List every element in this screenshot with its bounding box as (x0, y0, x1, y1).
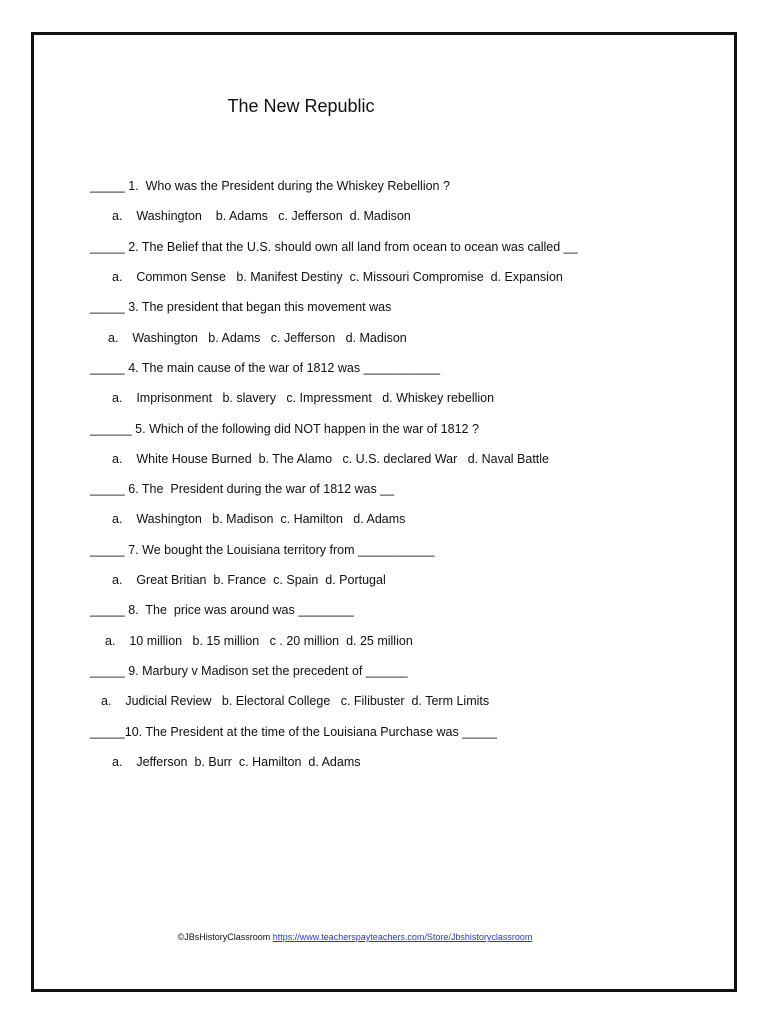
answers-3: a. Washington b. Adams c. Jefferson d. Madison (108, 331, 407, 345)
question-7: _____ 7. We bought the Louisiana territory from ___________ (90, 543, 435, 557)
question-5: ______ 5. Which of the following did NOT happen in the war of 1812 ? (90, 422, 479, 436)
answers-9: a. Judicial Review b. Electoral College c. Filibuster d. Term Limits (101, 694, 490, 708)
answers-5: a. White House Burned b. The Alamo c. U.S. declared War d. Naval Battle (112, 452, 550, 466)
question-1: _____ 1. Who was the President during the Whiskey Rebellion ? (90, 179, 450, 193)
answers-1: a. Washington b. Adams c. Jefferson d. Madison (112, 209, 411, 223)
answers-8: a. 10 million b. 15 million c . 20 million d. 25 million (105, 634, 413, 648)
answers-7: a. Great Britian b. France c. Spain d. Portugal (112, 573, 386, 587)
question-2: _____ 2. The Belief that the U.S. should own all land from ocean to ocean was called __ (90, 240, 578, 254)
answers-6: a. Washington b. Madison c. Hamilton d. Adams (112, 512, 406, 526)
page-title: The New Republic (227, 96, 375, 116)
question-8: _____ 8. The price was around was ________ (90, 603, 354, 617)
question-10: _____10. The President at the time of the Louisiana Purchase was _____ (90, 725, 497, 739)
answers-4: a. Imprisonment b. slavery c. Impressment d. Whiskey rebellion (112, 391, 495, 405)
footer-copyright: ©JBsHistoryClassroom (177, 932, 273, 942)
answers-10: a. Jefferson b. Burr c. Hamilton d. Adams (112, 755, 361, 769)
question-6: _____ 6. The President during the war of 1812 was __ (90, 482, 395, 496)
question-3: _____ 3. The president that began this movement was (90, 300, 392, 314)
answers-2: a. Common Sense b. Manifest Destiny c. Missouri Compromise d. Expansion (112, 270, 563, 284)
store-link[interactable]: https://www.teacherspayteachers.com/Store/Jbshistoryclassroom (272, 932, 533, 942)
footer (0, 931, 739, 943)
question-4: _____ 4. The main cause of the war of 1812 was ___________ (90, 361, 441, 375)
question-9: _____ 9. Marbury v Madison set the precedent of ______ (90, 664, 408, 678)
